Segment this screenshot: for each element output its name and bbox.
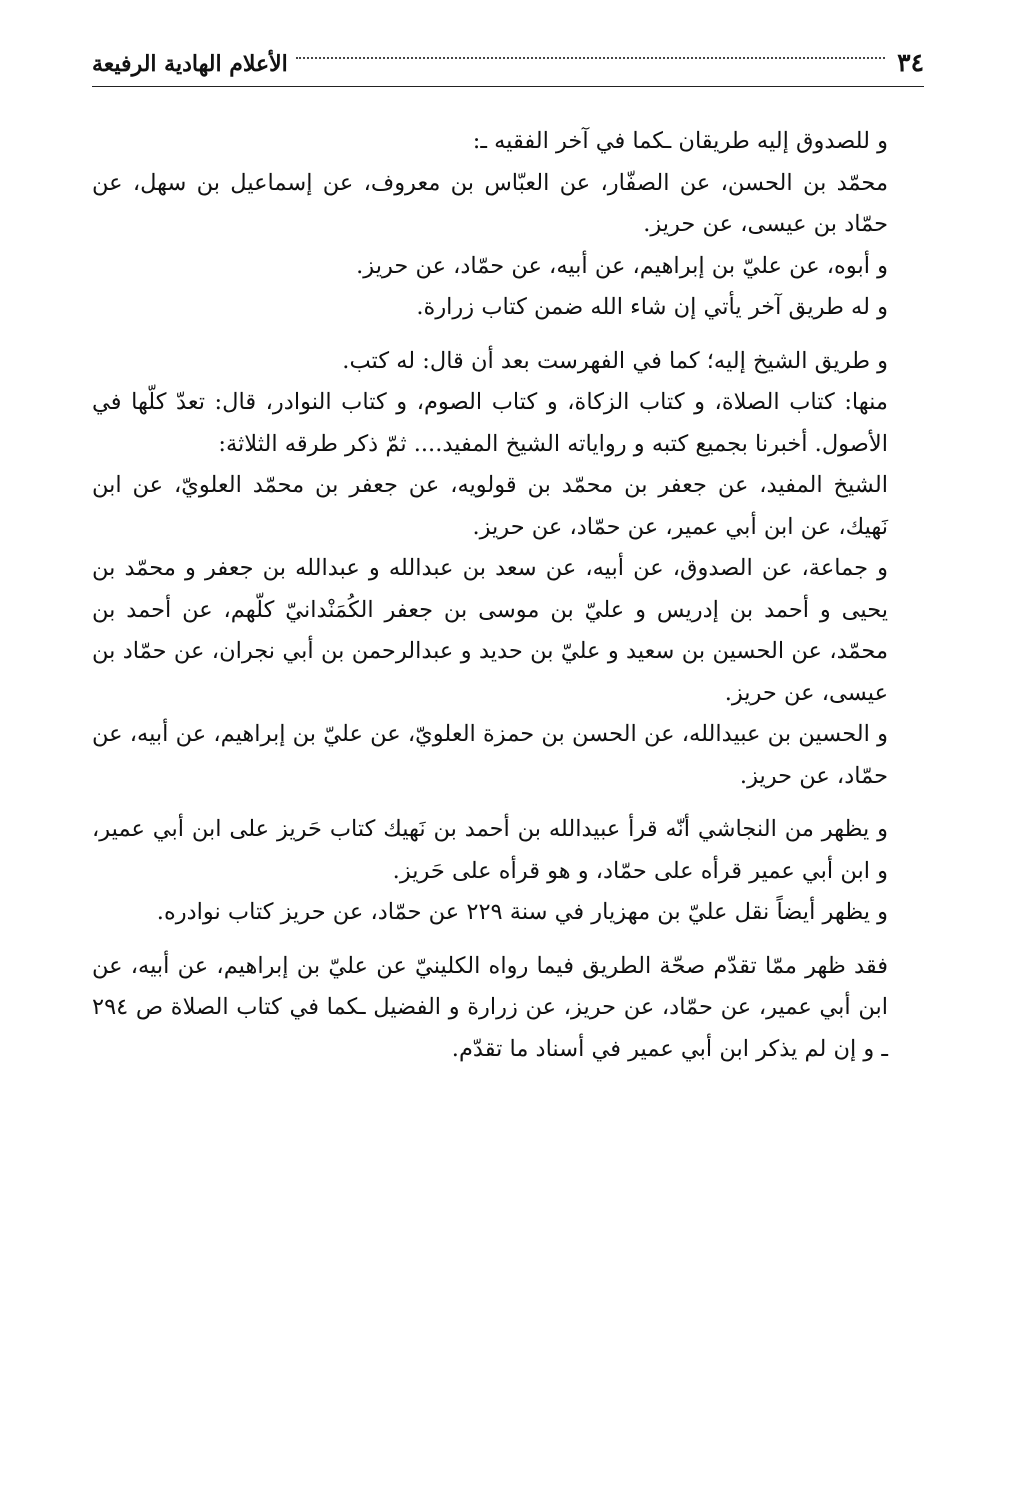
- paragraph: الشيخ المفيد، عن جعفر بن محمّد بن قولويه، عن جعفر بن محمّد العلويّ، عن ابن نَهيك، عن ابن أبي عمير، عن حمّاد، عن حريز.: [92, 472, 888, 540]
- paragraph: و يظهر أيضاً نقل عليّ بن مهزيار في سنة ٢٢٩ عن حمّاد، عن حريز كتاب نوادره.: [156, 899, 888, 925]
- paragraph: و طريق الشيخ إليه؛ كما في الفهرست بعد أن قال: له كتب.: [342, 347, 888, 374]
- paragraph: و للصدوق إليه طريقان ـكما في آخر الفقيه ـ:: [472, 128, 888, 154]
- book-title: الأعلام الهادية الرفيعة: [92, 51, 288, 77]
- paragraph: محمّد بن الحسن، عن الصفّار، عن العبّاس بن معروف، عن إسماعيل بن سهل، عن حمّاد بن عيسى، عن حريز.: [92, 169, 888, 237]
- paragraph: فقد ظهر ممّا تقدّم صحّة الطريق فيما رواه الكلينيّ عن عليّ بن إبراهيم، عن أبيه، عن ابن أبي عمير، عن حمّاد، عن حريز، عن زرارة و الفضيل ـكما في كتاب الصلاة ص ٢٩٤ ـ و إن لم يذكر ابن أبي عمير في أسناد ما تقدّم.: [92, 952, 888, 1062]
- page-number: ٣٤: [897, 48, 924, 77]
- paragraph: و الحسين بن عبيدالله، عن الحسن بن حمزة العلويّ، عن عليّ بن إبراهيم، عن أبيه، عن حمّاد، عن حريز.: [92, 721, 888, 789]
- paragraph: منها: كتاب الصلاة، و كتاب الزكاة، و كتاب الصوم، و كتاب النوادر، قال: تعدّ كلّها في الأصول. أخبرنا بجميع كتبه و رواياته الشيخ المفيد.... ثمّ ذكر طرقه الثلاثة:: [92, 389, 888, 457]
- paragraph: و يظهر من النجاشي أنّه قرأ عبيدالله بن أحمد بن نَهيك كتاب حَريز على ابن أبي عمير، و ابن أبي عمير قرأه على حمّاد، و هو قرأه على حَريز.: [92, 816, 888, 884]
- paragraph: و أبوه، عن عليّ بن إبراهيم، عن أبيه، عن حمّاد، عن حريز.: [356, 252, 888, 279]
- running-header: [92, 40, 924, 87]
- paragraph: و له طريق آخر يأتي إن شاء الله ضمن كتاب زرارة.: [416, 294, 888, 320]
- book-page: [92, 40, 924, 1470]
- page-body: [92, 121, 924, 1070]
- header-dot-leader: [296, 57, 885, 59]
- paragraph: و جماعة، عن الصدوق، عن أبيه، عن سعد بن عبدالله و عبدالله بن جعفر و محمّد بن يحيى و أحمد بن إدريس و عليّ بن موسى بن جعفر الكُمَنْدانيّ كلّهم، عن أحمد بن محمّد، عن الحسين بن سعيد و عليّ بن حديد و عبدالرحمن بن أبي نجران، عن حمّاد بن عيسى، عن حريز.: [92, 555, 888, 706]
